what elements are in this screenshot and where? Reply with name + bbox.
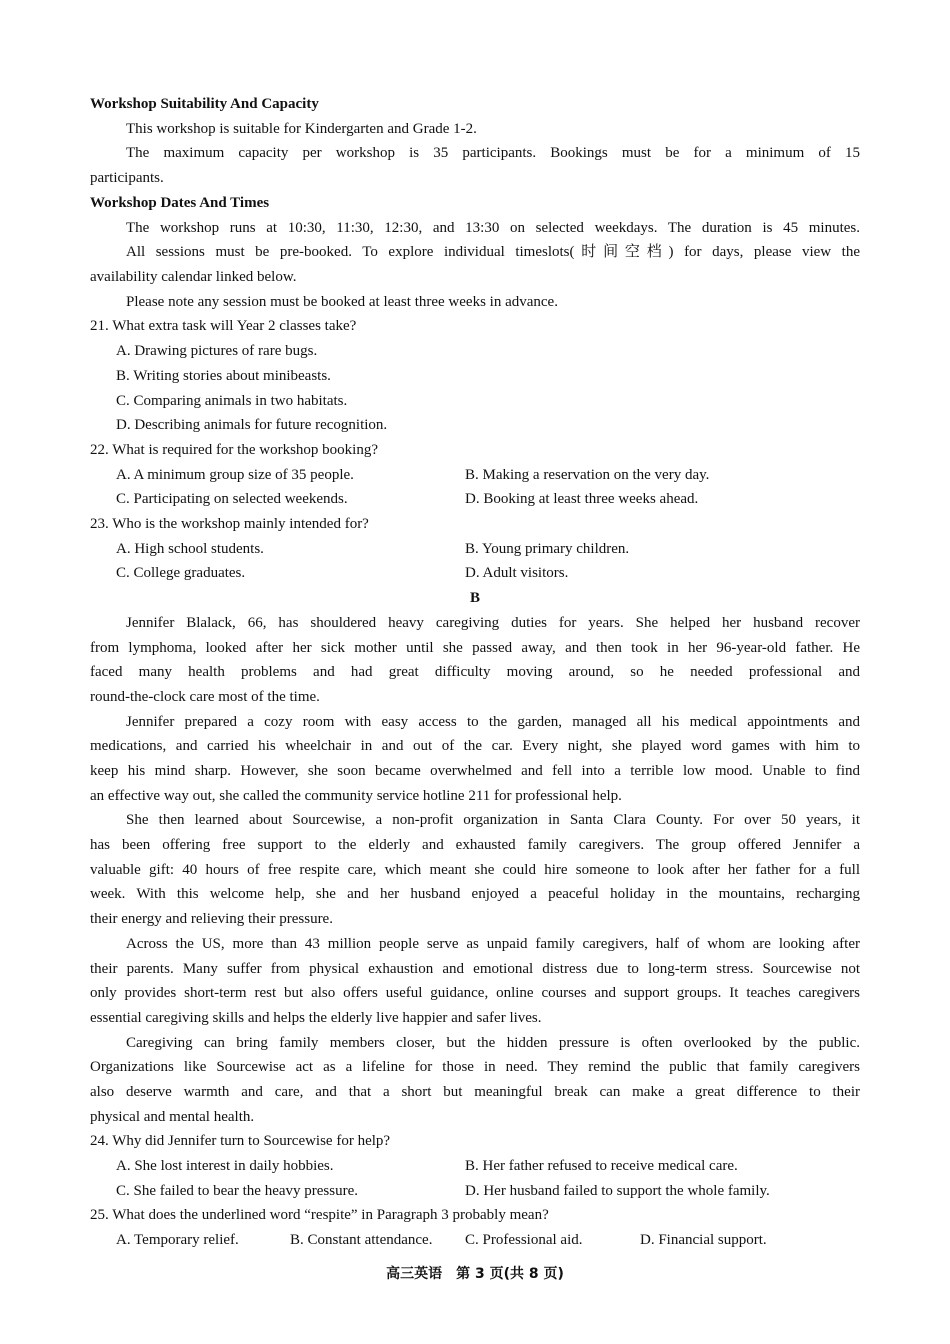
passage-p3-line2: has been offering free support to the elderly and exhausted family caregivers. The group offered Jennifer a <box>90 837 860 853</box>
dates-text-line2: All sessions must be pre-booked. To explore individual timeslots(时间空档) for days, please view the <box>126 244 860 260</box>
passage-p4-line1: Across the US, more than 43 million people serve as unpaid family caregivers, half of whom are looking after <box>126 936 860 952</box>
q25-option-d: D. Financial support. <box>640 1232 767 1248</box>
page-footer: 高三英语 第 3 页(共 8 页) <box>386 1266 564 1282</box>
passage-p1-line4: round-the-clock care most of the time. <box>90 689 320 705</box>
suitability-text: This workshop is suitable for Kindergarten and Grade 1-2. <box>126 121 477 137</box>
capacity-text-line2: participants. <box>90 170 164 186</box>
heading-dates: Workshop Dates And Times <box>90 195 270 211</box>
q21-option-c: C. Comparing animals in two habitats. <box>116 393 348 409</box>
q24-option-b: B. Her father refused to receive medical care. <box>465 1158 738 1174</box>
q22-option-b: B. Making a reservation on the very day. <box>465 467 710 483</box>
passage-p5-line1: Caregiving can bring family members closer, but the hidden pressure is often overlooked by the public. <box>126 1035 860 1051</box>
dates-text-line4: Please note any session must be booked at least three weeks in advance. <box>126 294 558 310</box>
q24-option-d: D. Her husband failed to support the whole family. <box>465 1183 770 1199</box>
q22-option-d: D. Booking at least three weeks ahead. <box>465 491 699 507</box>
passage-p2-line1: Jennifer prepared a cozy room with easy access to the garden, managed all his medical appointments and <box>126 714 860 730</box>
q25-option-a: A. Temporary relief. <box>116 1232 239 1248</box>
passage-p4-line3: only provides short-term rest but also offers useful guidance, online courses and support groups. It teaches caregivers <box>90 985 860 1001</box>
heading-suitability: Workshop Suitability And Capacity <box>90 96 319 112</box>
question-25: 25. What does the underlined word “respite” in Paragraph 3 probably mean? <box>90 1207 549 1223</box>
q21-option-d: D. Describing animals for future recognition. <box>116 417 388 433</box>
passage-p1-line2: from lymphoma, looked after her sick mother until she passed away, and then took in her 96-year-old father. He <box>90 640 860 656</box>
q24-option-c: C. She failed to bear the heavy pressure. <box>116 1183 358 1199</box>
q21-option-a: A. Drawing pictures of rare bugs. <box>116 343 318 359</box>
q23-option-a: A. High school students. <box>116 541 264 557</box>
passage-p5-line2: Organizations like Sourcewise act as a lifeline for those in need. They remind the public that family caregivers <box>90 1059 860 1075</box>
passage-p3-line5: their energy and relieving their pressure. <box>90 911 333 927</box>
passage-p5-line4: physical and mental health. <box>90 1109 255 1125</box>
q23-option-b: B. Young primary children. <box>465 541 630 557</box>
q23-option-c: C. College graduates. <box>116 565 246 581</box>
question-24: 24. Why did Jennifer turn to Sourcewise for help? <box>90 1133 391 1149</box>
passage-p1-line3: faced many health problems and had great difficulty moving around, so he needed professional and <box>90 664 860 680</box>
passage-p4-line2: their parents. Many suffer from physical exhaustion and emotional distress due to long-term stress. Sourcewise not <box>90 961 860 977</box>
q25-option-c: C. Professional aid. <box>465 1232 583 1248</box>
question-22: 22. What is required for the workshop booking? <box>90 442 378 458</box>
passage-p4-line4: essential caregiving skills and helps the elderly live happier and safer lives. <box>90 1010 542 1026</box>
dates-text-line3: availability calendar linked below. <box>90 269 297 285</box>
passage-p2-line2: medications, and carried his wheelchair in and out of the car. Every night, she played word games with him to <box>90 738 860 754</box>
passage-p2-line4: an effective way out, she called the community service hotline 211 for professional help. <box>90 788 622 804</box>
passage-p2-line3: keep his mind sharp. However, she soon became overwhelmed and fell into a terrible low mood. Unable to find <box>90 763 860 779</box>
section-b-title: B <box>469 590 480 606</box>
passage-p1-line1: Jennifer Blalack, 66, has shouldered heavy caregiving duties for years. She helped her husband recover <box>126 615 860 631</box>
passage-p3-line3: valuable gift: 40 hours of free respite care, which meant she could hire someone to look after her father for a full <box>90 862 860 878</box>
q22-option-c: C. Participating on selected weekends. <box>116 491 348 507</box>
dates-text-line1: The workshop runs at 10:30, 11:30, 12:30, and 13:30 on selected weekdays. The duration is 45 minutes. <box>126 220 860 236</box>
passage-p3-line1: She then learned about Sourcewise, a non-profit organization in Santa Clara County. For over 50 years, it <box>126 812 860 828</box>
question-21: 21. What extra task will Year 2 classes take? <box>90 318 357 334</box>
q25-option-b: B. Constant attendance. <box>290 1232 433 1248</box>
passage-p5-line3: also deserve warmth and care, and that a short but meaningful break can make a great difference to their <box>90 1084 860 1100</box>
q22-option-a: A. A minimum group size of 35 people. <box>116 467 354 483</box>
q21-option-b: B. Writing stories about minibeasts. <box>116 368 331 384</box>
question-23: 23. Who is the workshop mainly intended for? <box>90 516 369 532</box>
q23-option-d: D. Adult visitors. <box>465 565 569 581</box>
q24-option-a: A. She lost interest in daily hobbies. <box>116 1158 334 1174</box>
capacity-text-line1: The maximum capacity per workshop is 35 participants. Bookings must be for a minimum of 15 <box>126 145 860 161</box>
passage-p3-line4: week. With this welcome help, she and her husband enjoyed a peaceful holiday in the mountains, recharging <box>90 886 860 902</box>
